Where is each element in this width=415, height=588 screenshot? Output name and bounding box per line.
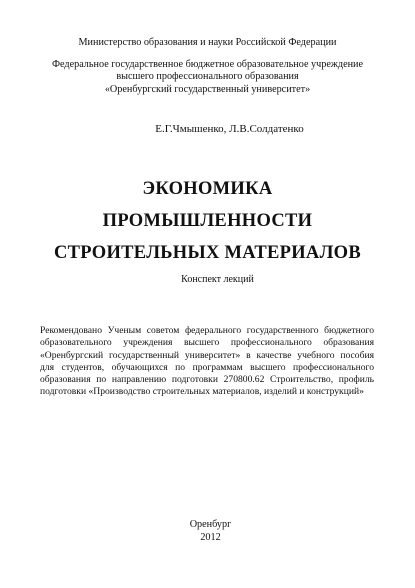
publication-year: 2012 <box>200 532 221 543</box>
institution-block <box>0 59 415 96</box>
recommendation-line: образовательного учреждения высшего профессионального образования <box>40 337 374 349</box>
authors: Е.Г.Чмышенко, Л.В.Солдатенко <box>155 123 304 135</box>
title-line: СТРОИТЕЛЬНЫХ МАТЕРИАЛОВ <box>53 243 361 263</box>
ministry-line: Министерство образования и науки Российской Федерации <box>78 37 337 48</box>
institution-line: «Оренбургский государственный университет» <box>104 83 311 95</box>
recommendation-line: для студентов, обучающихся по программам высшего профессионального <box>40 361 374 373</box>
title-line: ПРОМЫШЛЕННОСТИ <box>102 211 313 231</box>
document-subtitle: Конспект лекций <box>181 274 254 285</box>
recommendation-line: Рекомендовано Ученым советом федерального государственного бюджетного <box>40 325 374 336</box>
title-line: ЭКОНОМИКА <box>142 179 273 199</box>
recommendation-line: образования по направлению подготовки 270800.62 Строительство, профиль <box>40 374 374 386</box>
institution-line: высшего профессионального образования <box>116 71 299 83</box>
publication-city: Оренбург <box>189 519 232 530</box>
institution-line: Федеральное государственное бюджетное образовательное учреждение <box>51 59 364 70</box>
recommendation-paragraph <box>40 325 374 399</box>
recommendation-line: «Оренбургский государственный университет» в качестве учебного пособия <box>40 349 374 361</box>
document-title <box>0 173 415 269</box>
recommendation-line: подготовки «Производство строительных материалов, изделий и конструкций» <box>40 386 364 398</box>
